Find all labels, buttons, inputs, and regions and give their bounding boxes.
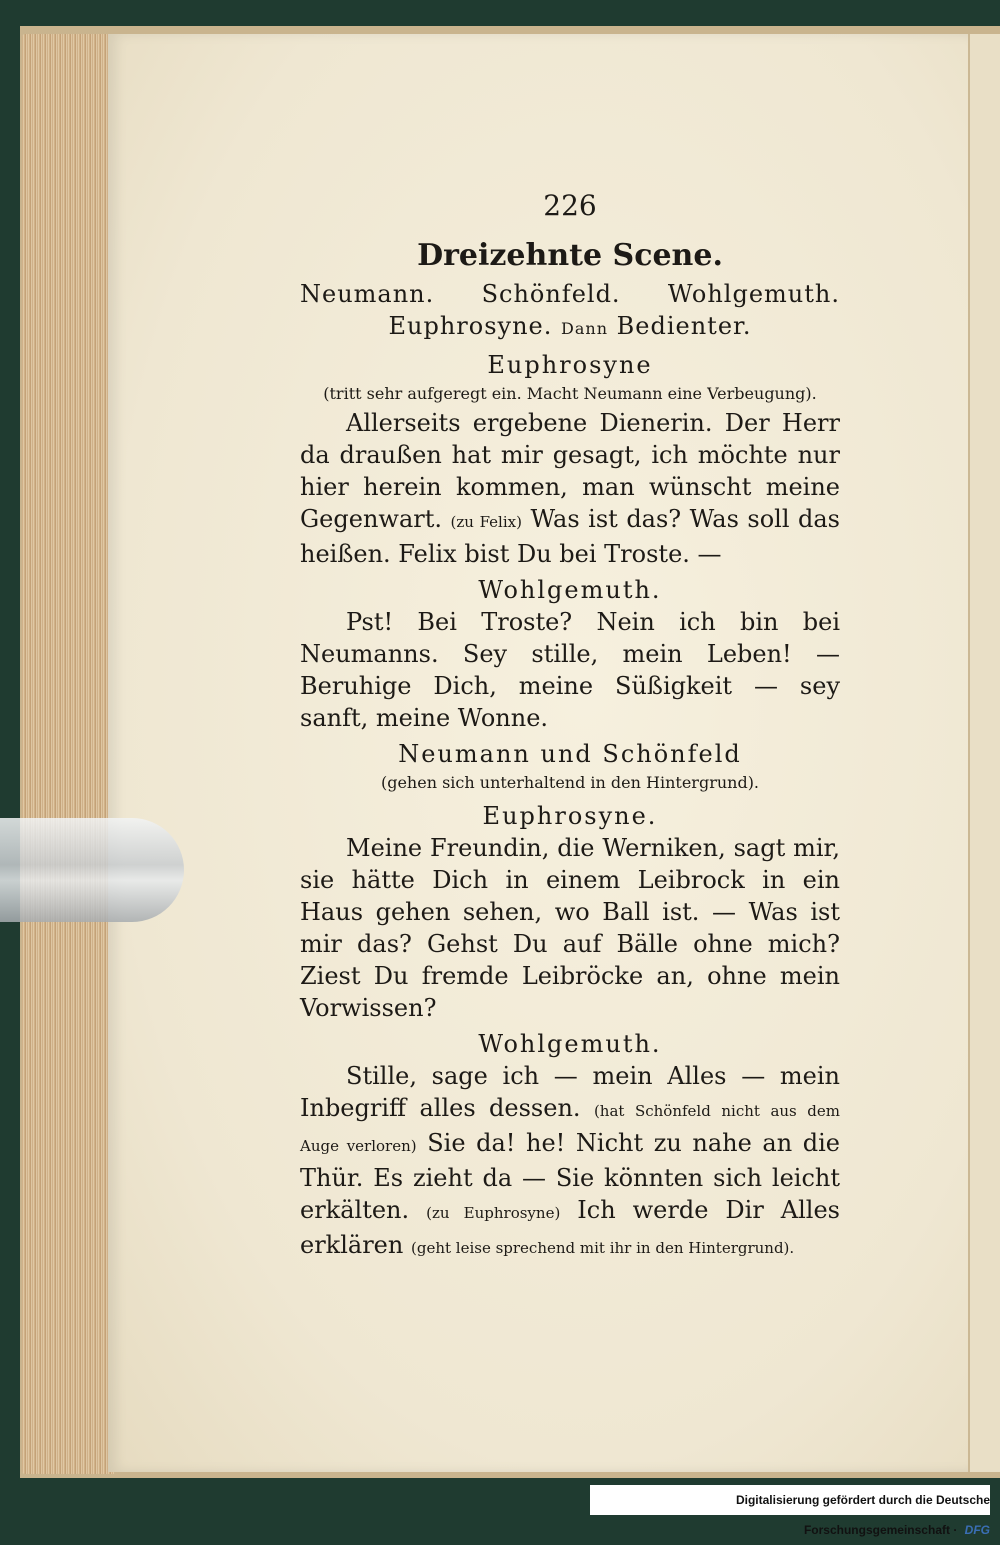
page-clip	[0, 818, 184, 922]
speaker: Neumann und Schönfeld	[398, 740, 742, 768]
speaker: Wohlgemuth.	[478, 1030, 662, 1058]
scene-title: Dreizehnte Scene.	[417, 238, 723, 273]
stage-direction: (tritt sehr aufgeregt ein. Macht Neumann eine Verbeugung).	[323, 384, 817, 403]
dfg-logo: DFG	[964, 1523, 990, 1537]
next-page-edge	[968, 34, 1000, 1472]
inline-stage: (hat Schönfeld nicht aus dem Auge verloren)	[300, 1102, 840, 1155]
stage-direction: (gehen sich unterhaltend in den Hintergrund).	[380, 773, 760, 792]
cast-last: Bedienter.	[616, 312, 752, 340]
dialogue-text: Was ist das? Was soll das heißen. Felix bist Du bei Troste. —	[300, 505, 840, 568]
footer	[590, 1485, 990, 1537]
dialogue: Pst! Bei Troste? Nein ich bin bei Neumanns. Sey stille, mein Leben! — Beruhige Dich, meine Süßigkeit — sey sanft, meine Wonne.	[300, 608, 840, 732]
dialogue-text: Sie da! he! Nicht zu nahe an die Thür. Es zieht da — Sie könnten sich leicht erkälten.	[300, 1129, 840, 1224]
footer-text: Digitalisierung gefördert durch die Deutsche Forschungsgemeinschaft ·	[735, 1493, 990, 1537]
inline-stage: (zu Euphrosyne)	[426, 1204, 561, 1222]
dialogue	[300, 1060, 840, 1264]
inline-stage: (zu Felix)	[450, 513, 522, 531]
page-number: 226	[543, 189, 597, 222]
cast-dann: Dann	[561, 319, 608, 338]
inline-stage: (geht leise sprechend mit ihr in den Hintergrund).	[410, 1239, 795, 1257]
dialogue-text: Ich werde Dir Alles erklären	[300, 1196, 840, 1259]
cast-names: Neumann. Schönfeld. Wohlgemuth. Euphrosyne.	[300, 280, 840, 340]
page-text	[300, 190, 840, 1264]
speaker: Euphrosyne	[487, 351, 653, 379]
dialogue-text: Stille, sage ich — mein Alles — mein Inbegriff alles dessen.	[300, 1062, 840, 1122]
dialogue-text: Allerseits ergebene Dienerin. Der Herr da draußen hat mir gesagt, ich möchte nur hier herein kommen, man wünscht meine Gegenwart.	[300, 409, 840, 533]
cast-list	[300, 278, 840, 345]
dialogue: Meine Freundin, die Werniken, sagt mir, sie hätte Dich in einem Leibrock in ein Haus gehen sehen, wo Ball ist. — Was ist mir das? Gehst Du auf Bälle ohne mich? Ziest Du fremde Leibröcke an, ohne mein Vorwissen?	[300, 834, 840, 1022]
speaker: Euphrosyne.	[482, 802, 658, 830]
page-edges	[22, 34, 114, 1474]
speaker: Wohlgemuth.	[478, 576, 662, 604]
dialogue	[300, 407, 840, 570]
